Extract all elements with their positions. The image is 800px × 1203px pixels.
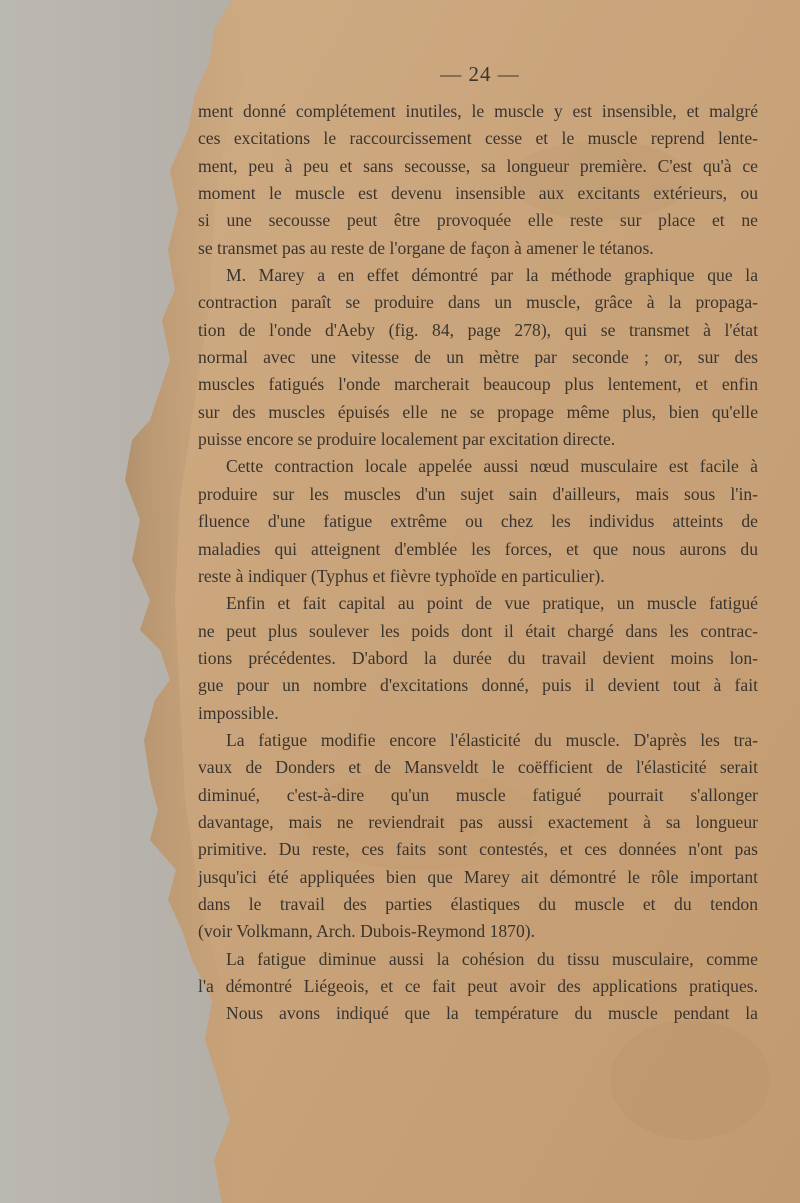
- text-line: si une secousse peut être provoquée elle reste sur place et ne: [198, 210, 758, 231]
- text-line: reste à indiquer (Typhus et fièvre typhoïde en particulier).: [198, 565, 605, 586]
- text-line: Cette contraction locale appelée aussi nœud musculaire est facile à: [226, 456, 758, 477]
- text-line: ces excitations le raccourcissement cesse et le muscle reprend lente-: [198, 128, 758, 149]
- text-line: ment, peu à peu et sans secousse, sa longueur première. C'est qu'à ce: [198, 155, 758, 176]
- text-line: jusqu'ici été appliquées bien que Marey ait démontré le rôle important: [198, 866, 758, 887]
- text-line: maladies qui atteignent d'emblée les forces, et que nous aurons du: [198, 538, 758, 559]
- text-line: impossible.: [198, 702, 279, 723]
- text-line: produire sur les muscles d'un sujet sain d'ailleurs, mais sous l'in-: [198, 483, 758, 504]
- text-line: tion de l'onde d'Aeby (fig. 84, page 278), qui se transmet à l'état: [198, 319, 758, 340]
- text-line: La fatigue diminue aussi la cohésion du tissu musculaire, comme: [226, 948, 758, 969]
- body-text: [198, 98, 758, 1028]
- text-line: moment le muscle est devenu insensible aux excitants extérieurs, ou: [198, 183, 758, 204]
- text-line: ment donné complétement inutiles, le muscle y est insensible, et malgré: [198, 101, 758, 121]
- text-line: sur des muscles épuisés elle ne se propage même plus, bien qu'elle: [198, 401, 758, 422]
- text-line: l'a démontré Liégeois, et ce fait peut avoir des applications pratiques.: [198, 976, 758, 996]
- text-line: gue pour un nombre d'excitations donné, puis il devient tout à fait: [198, 675, 758, 696]
- text-line: M. Marey a en effet démontré par la méthode graphique que la: [226, 265, 758, 286]
- text-line: Enfin et fait capital au point de vue pratique, un muscle fatigué: [226, 593, 758, 614]
- text-line: diminué, c'est-à-dire qu'un muscle fatigué pourrait s'allonger: [198, 784, 758, 805]
- text-line: tions précédentes. D'abord la durée du travail devient moins lon-: [198, 647, 758, 668]
- stain: [610, 1020, 770, 1140]
- text-line: davantage, mais ne reviendrait pas aussi exactement à sa longueur: [198, 811, 758, 832]
- text-line: primitive. Du reste, ces faits sont contestés, et ces données n'ont pas: [198, 839, 758, 860]
- text-line: La fatigue modifie encore l'élasticité du muscle. D'après les tra-: [226, 729, 758, 750]
- text-line: fluence d'une fatigue extrême ou chez les individus atteints de: [198, 511, 758, 532]
- text-line: muscles fatigués l'onde marcherait beaucoup plus lentement, et enfin: [198, 374, 758, 395]
- text-line: puisse encore se produire localement par excitation directe.: [198, 429, 616, 450]
- text-line: normal avec une vitesse de un mètre par seconde ; or, sur des: [198, 347, 758, 368]
- text-line: dans le travail des parties élastiques du muscle et du tendon: [198, 893, 758, 914]
- page-number: — 24 —: [440, 62, 520, 86]
- text-line: Nous avons indiqué que la température du muscle pendant la: [226, 1003, 758, 1024]
- text-line: se transmet pas au reste de l'organe de façon à amener le tétanos.: [198, 237, 654, 258]
- text-line: vaux de Donders et de Mansveldt le coëfficient de l'élasticité serait: [198, 757, 758, 778]
- text-line: ne peut plus soulever les poids dont il était chargé dans les contrac-: [198, 620, 758, 641]
- text-line: (voir Volkmann, Arch. Dubois-Reymond 1870).: [198, 921, 536, 942]
- text-line: contraction paraît se produire dans un muscle, grâce à la propaga-: [198, 292, 758, 313]
